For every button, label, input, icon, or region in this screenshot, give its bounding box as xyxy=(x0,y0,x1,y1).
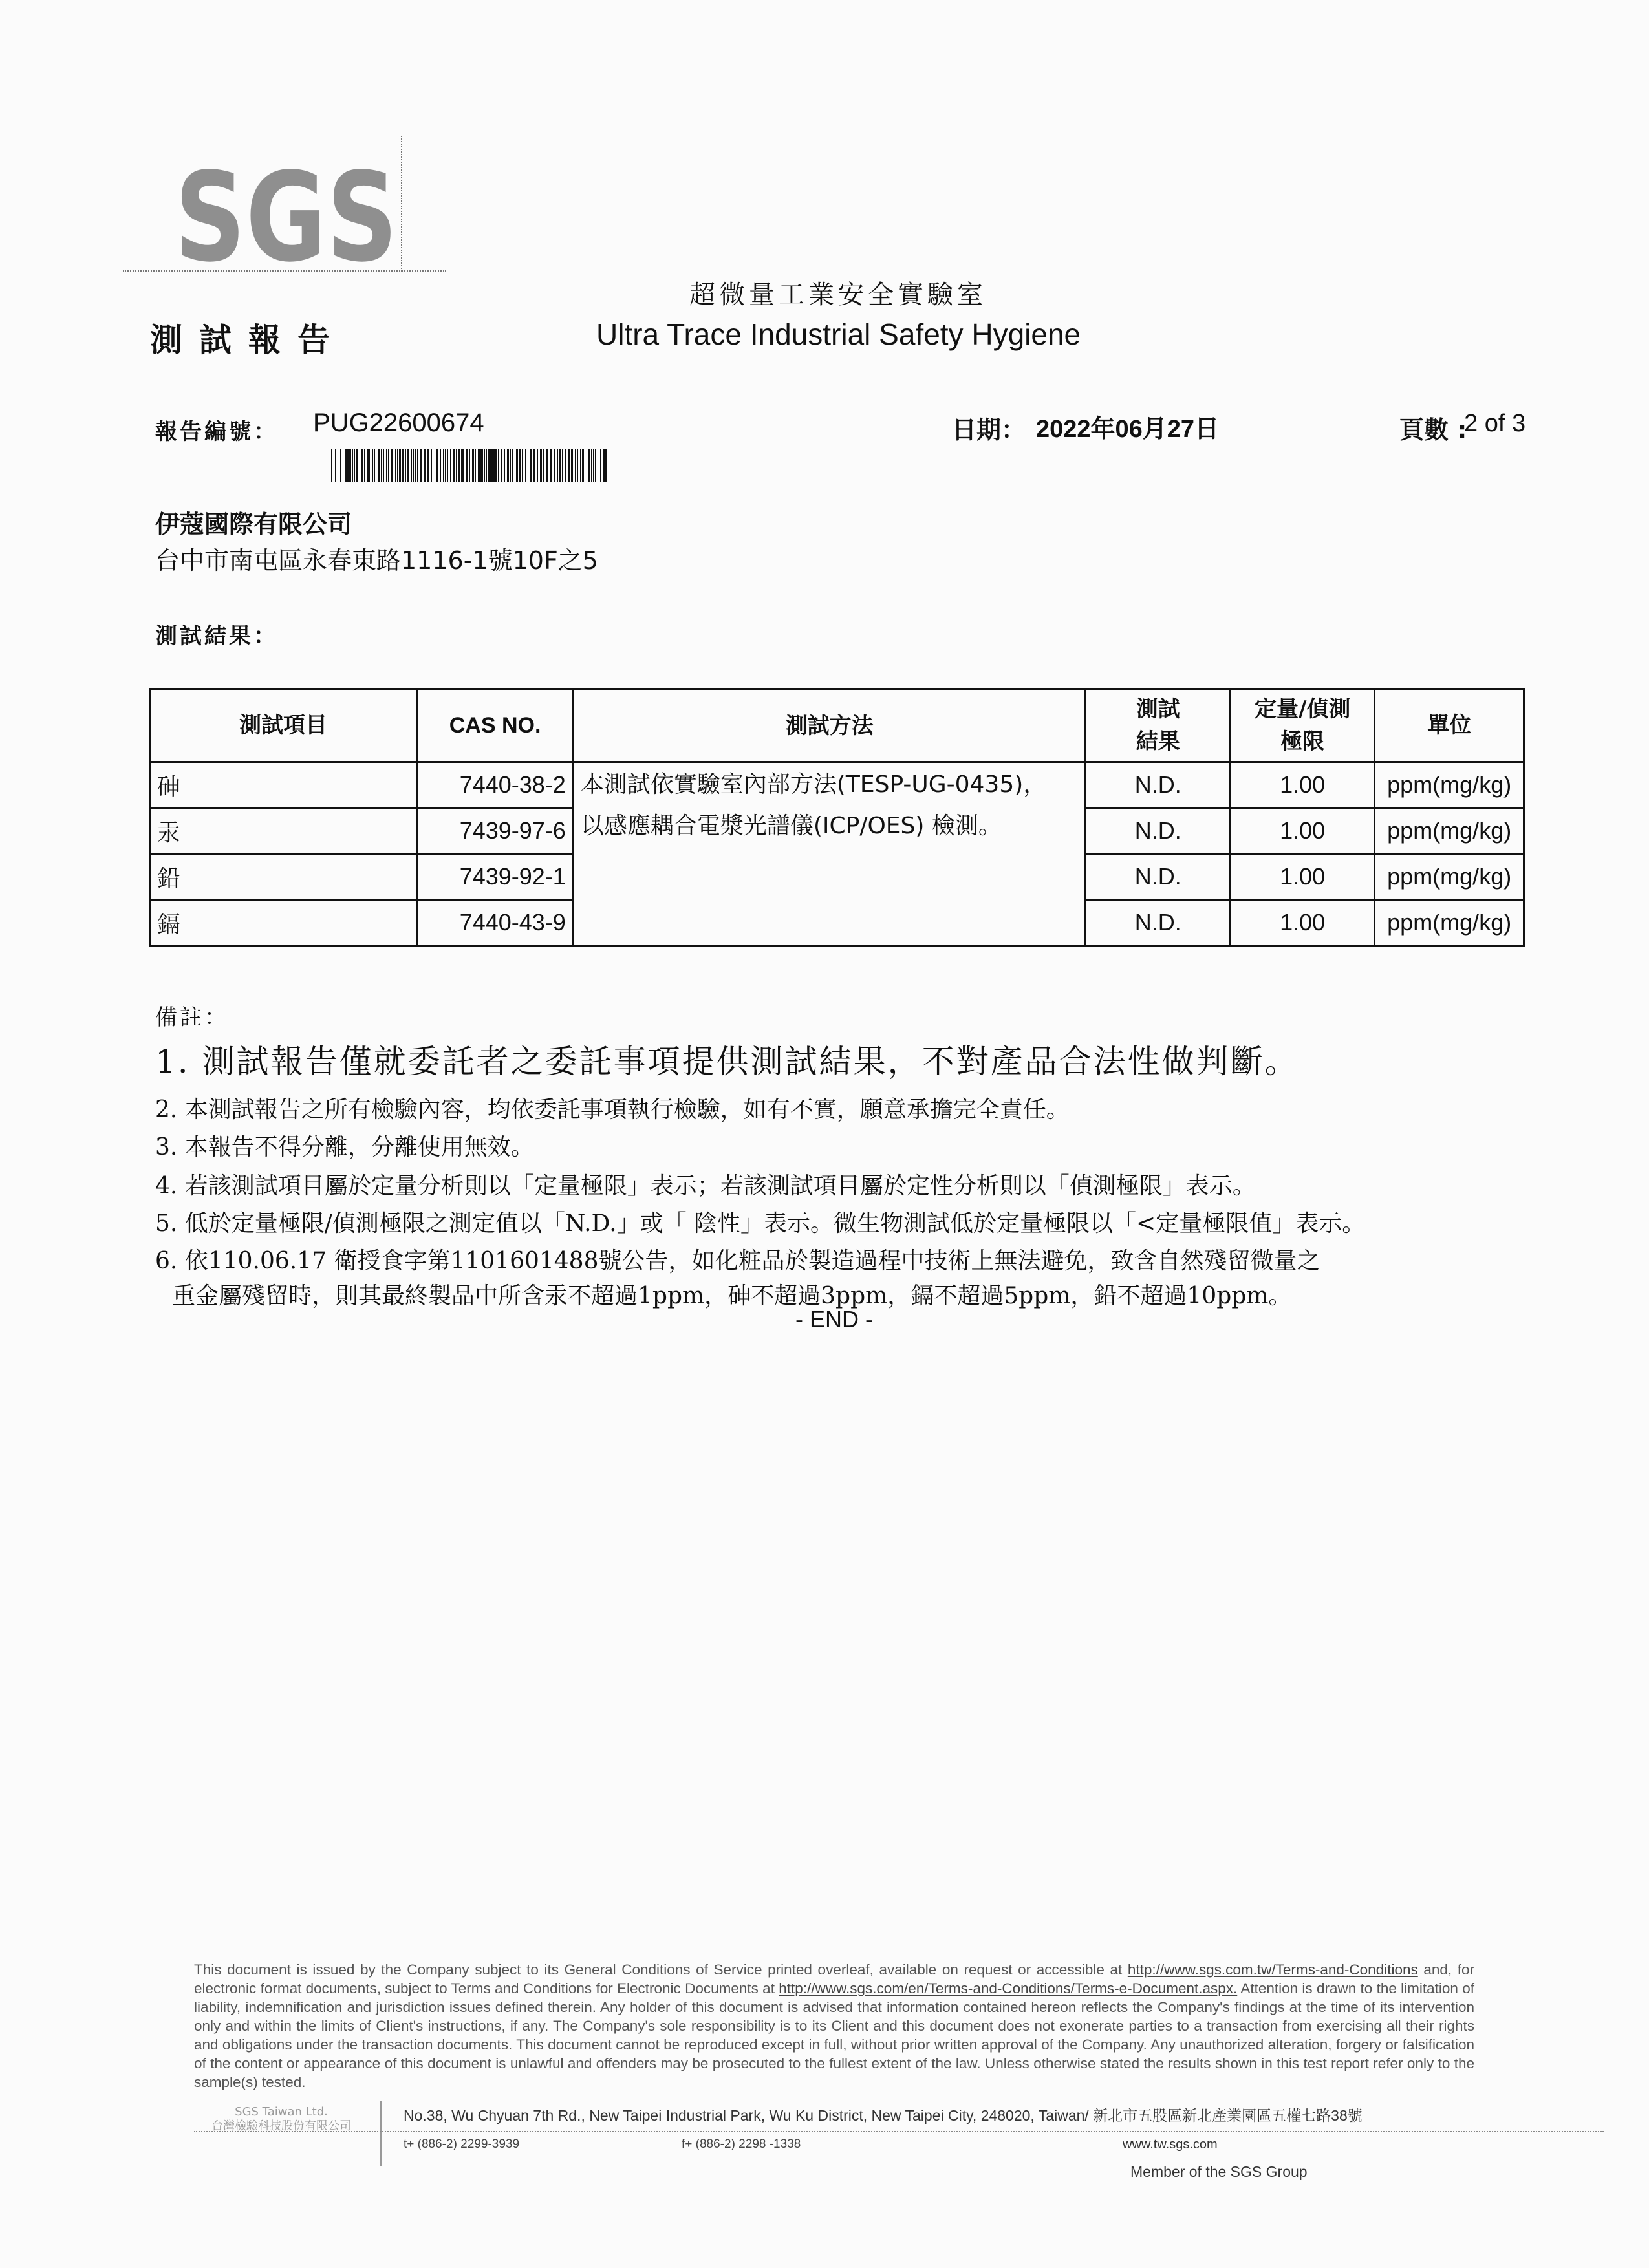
barcode-bar xyxy=(397,449,398,482)
barcode-bar xyxy=(550,449,552,482)
barcode-bar xyxy=(381,449,382,482)
barcode-bar xyxy=(461,449,462,482)
results-table xyxy=(149,688,1525,947)
barcode-bar xyxy=(431,449,432,482)
barcode-graphic xyxy=(331,449,610,482)
cell-limit: 1.00 xyxy=(1230,854,1374,900)
barcode-bar xyxy=(407,449,409,482)
barcode-bar xyxy=(466,449,468,482)
barcode-bar xyxy=(345,449,347,482)
results-label: 測試結果： xyxy=(155,623,278,649)
cell-test-method xyxy=(573,762,1086,946)
footer-divider-vertical xyxy=(380,2101,382,2166)
cell-limit: 1.00 xyxy=(1230,900,1374,946)
barcode-bar xyxy=(582,449,584,482)
barcode-bar xyxy=(593,449,594,482)
footer-company-cn: 台灣檢驗科技股份有限公司 xyxy=(211,2119,351,2133)
barcode-bar xyxy=(473,449,474,482)
lab-name-en: Ultra Trace Industrial Safety Hygiene xyxy=(596,317,1081,351)
cell-cas-no: 7440-43-9 xyxy=(417,900,574,946)
barcode-bar xyxy=(335,449,336,482)
barcode-bar xyxy=(417,449,418,482)
barcode-bar xyxy=(475,449,476,482)
barcode-bar xyxy=(399,449,401,482)
barcode-bar xyxy=(356,449,358,482)
barcode-bar xyxy=(374,449,375,482)
cell-unit: ppm(mg/kg) xyxy=(1375,854,1524,900)
table-header-row xyxy=(150,689,1524,762)
barcode-bar xyxy=(530,449,532,482)
note-item: 1. 測試報告僅就委託者之委託事項提供測試結果，不對產品合法性做判斷。 xyxy=(155,1043,1299,1080)
barcode-bar xyxy=(386,449,387,482)
notes-label: 備註： xyxy=(155,1005,229,1031)
barcode-bar xyxy=(493,449,495,482)
legal-disclaimer xyxy=(194,1960,1474,2091)
barcode-bar xyxy=(575,449,576,482)
barcode-bar xyxy=(413,449,414,482)
barcode-bar xyxy=(568,449,570,482)
barcode-bar xyxy=(559,449,561,482)
barcode-bar xyxy=(600,449,601,482)
cell-limit: 1.00 xyxy=(1230,762,1374,808)
barcode-bar xyxy=(420,449,422,482)
barcode-bar xyxy=(469,449,470,482)
disclaimer-text-3: Attention is drawn to the limitation of liability, indemnification and jurisdiction issues defined therein. Any holder of this document is advised that information contained hereon reflects the Company's findings at the time of its intervention only and within the limits of Client's instructions, if any. The Company's sole responsibility is to its Client and this document does not exonerate parties to a transaction from exercising all their rights and obligations under the transaction documents. This document cannot be reproduced except in full, without prior written approval of the Company. Any unauthorized alteration, forgery or falsification of the content or appearance of this document is unlawful and offenders may be prosecuted to the fullest extent of the law. Unless otherwise stated the results shown in this test report refer only to the sample(s) tested. xyxy=(194,1980,1475,2090)
barcode-bar xyxy=(447,449,448,482)
barcode-bar xyxy=(378,449,380,482)
barcode-bar xyxy=(436,449,438,482)
barcode-bar xyxy=(369,449,370,482)
barcode-bar xyxy=(445,449,446,482)
terms-link-2[interactable]: http://www.sgs.com/en/Terms-and-Conditions/Terms-e-Document.aspx. xyxy=(779,1980,1238,1996)
cell-test-result: N.D. xyxy=(1086,900,1230,946)
page-count-label: 頁數 : xyxy=(1399,416,1467,444)
barcode-bar xyxy=(364,449,365,482)
barcode-bar xyxy=(388,449,389,482)
footer-divider xyxy=(194,2131,1604,2132)
note-item-continuation: 重金屬殘留時，則其最終製品中所含汞不超過1ppm，砷不超過3ppm，鎘不超過5ppm，鉛不超過10ppm。 xyxy=(172,1283,1292,1309)
barcode-bar xyxy=(562,449,563,482)
barcode-bar xyxy=(510,449,511,482)
barcode-bar xyxy=(456,449,457,482)
barcode-bar xyxy=(347,449,349,482)
barcode-bar xyxy=(533,449,535,482)
cell-test-result: N.D. xyxy=(1086,762,1230,808)
barcode-bar xyxy=(580,449,581,482)
note-item: 5. 低於定量極限/偵測極限之測定值以「N.D.」或「 陰性」表示。微生物測試低於定量極限以「<定量極限值」表示。 xyxy=(155,1210,1366,1237)
header-test-result-line-1: 測試 xyxy=(1136,696,1180,722)
footer-fax: f+ (886-2) 2298 -1338 xyxy=(682,2137,801,2151)
barcode-bar xyxy=(405,449,406,482)
barcode-bar xyxy=(331,449,332,482)
barcode-bar xyxy=(605,449,607,482)
barcode-bar xyxy=(512,449,513,482)
barcode-bar xyxy=(354,449,355,482)
barcode-bar xyxy=(537,449,538,482)
disclaimer-text-1: This document is issued by the Company subject to its General Conditions of Service printed overleaf, available on request or accessible at xyxy=(194,1962,1128,1978)
barcode-bar xyxy=(546,449,548,482)
lab-name-cn: 超微量工業安全實驗室 xyxy=(689,280,987,310)
footer-address: No.38, Wu Chyuan 7th Rd., New Taipei Industrial Park, Wu Ku District, New Taipei City, 248020, Taiwan/ 新北市五股區新北產業園區五權七路38號 xyxy=(404,2107,1363,2124)
barcode-bar xyxy=(484,449,485,482)
barcode-bar xyxy=(478,449,480,482)
cell-test-item: 汞 xyxy=(150,808,417,854)
barcode-bar xyxy=(402,449,404,482)
table-row xyxy=(150,762,1524,808)
barcode-bar xyxy=(525,449,526,482)
cell-test-result: N.D. xyxy=(1086,854,1230,900)
barcode-bar xyxy=(603,449,605,482)
barcode-bar xyxy=(543,449,544,482)
method-text-line-2: 以感應耦合電漿光譜儀(ICP/OES) 檢測。 xyxy=(580,813,1002,839)
barcode-bar xyxy=(507,449,509,482)
cell-unit: ppm(mg/kg) xyxy=(1375,808,1524,854)
barcode-bar xyxy=(588,449,590,482)
barcode-bar xyxy=(372,449,373,482)
barcode-bar xyxy=(498,449,499,482)
barcode-bar xyxy=(424,449,426,482)
header-test-method: 測試方法 xyxy=(573,689,1086,762)
header-cas-no: CAS NO. xyxy=(417,689,574,762)
barcode-bar xyxy=(453,449,455,482)
barcode-bar xyxy=(577,449,578,482)
barcode-bar xyxy=(504,449,505,482)
note-item: 2. 本測試報告之所有檢驗內容，均依委託事項執行檢驗，如有不實，願意承擔完全責任。 xyxy=(155,1097,1070,1123)
barcode-bar xyxy=(540,449,542,482)
barcode-bar xyxy=(395,449,396,482)
barcode xyxy=(331,449,610,482)
barcode-bar xyxy=(488,449,490,482)
barcode-bar xyxy=(450,449,451,482)
barcode-bar xyxy=(517,449,518,482)
header-limit xyxy=(1230,689,1374,762)
barcode-bar xyxy=(462,449,464,482)
barcode-bar xyxy=(361,449,363,482)
client-name: 伊蔻國際有限公司 xyxy=(155,510,352,539)
barcode-bar xyxy=(495,449,497,482)
barcode-bar xyxy=(557,449,558,482)
barcode-bar xyxy=(458,449,460,482)
cell-cas-no: 7440-38-2 xyxy=(417,762,574,808)
barcode-bar xyxy=(516,449,517,482)
cell-test-item: 鉛 xyxy=(150,854,417,900)
report-number-label: 報告編號： xyxy=(155,419,278,445)
date-label: 日期： xyxy=(952,416,1026,444)
report-title: 測試報告 xyxy=(150,321,347,359)
page-count: 2 of 3 xyxy=(1464,410,1526,437)
barcode-bar xyxy=(443,449,444,482)
footer-member: Member of the SGS Group xyxy=(1130,2163,1308,2180)
cell-cas-no: 7439-97-6 xyxy=(417,808,574,854)
barcode-bar xyxy=(367,449,369,482)
sgs-logo-graphic xyxy=(175,146,407,289)
cell-unit: ppm(mg/kg) xyxy=(1375,762,1524,808)
cell-unit: ppm(mg/kg) xyxy=(1375,900,1524,946)
end-marker: - END - xyxy=(795,1306,873,1332)
barcode-bar xyxy=(411,449,412,482)
cell-test-item: 鎘 xyxy=(150,900,417,946)
header-test-item: 測試項目 xyxy=(150,689,417,762)
barcode-bar xyxy=(571,449,573,482)
cell-cas-no: 7439-92-1 xyxy=(417,854,574,900)
note-item: 6. 依110.06.17 衛授食字第1101601488號公告，如化粧品於製造過程中技術上無法避免，致含自然殘留微量之 xyxy=(155,1248,1320,1274)
barcode-bar xyxy=(440,449,441,482)
client-address: 台中市南屯區永春東路1116-1號10F之5 xyxy=(155,546,598,575)
barcode-bar xyxy=(595,449,596,482)
cell-test-item: 砷 xyxy=(150,762,417,808)
barcode-bar xyxy=(427,449,429,482)
barcode-bar xyxy=(349,449,351,482)
header-limit-line-2: 極限 xyxy=(1280,729,1325,754)
barcode-bar xyxy=(340,449,341,482)
footer-phone: t+ (886-2) 2299-3939 xyxy=(404,2137,520,2151)
header-unit: 單位 xyxy=(1375,689,1524,762)
barcode-bar xyxy=(391,449,393,482)
barcode-bar xyxy=(501,449,502,482)
barcode-bar xyxy=(554,449,555,482)
barcode-bar xyxy=(482,449,483,482)
barcode-bar xyxy=(565,449,566,482)
footer-website[interactable]: www.tw.sgs.com xyxy=(1123,2137,1218,2152)
method-text-line-1: 本測試依實驗室內部方法(TESP-UG-0435)， xyxy=(580,771,1047,798)
header-test-result-line-2: 結果 xyxy=(1136,729,1180,754)
barcode-bar xyxy=(490,449,491,482)
header-limit-line-1: 定量/偵測 xyxy=(1254,696,1351,722)
barcode-bar xyxy=(591,449,592,482)
logo-rule-horizontal xyxy=(123,270,446,272)
barcode-bar xyxy=(522,449,523,482)
cell-limit: 1.00 xyxy=(1230,808,1374,854)
note-item: 3. 本報告不得分離，分離使用無效。 xyxy=(155,1134,534,1161)
barcode-bar xyxy=(415,449,416,482)
header-test-result xyxy=(1086,689,1230,762)
terms-link-1[interactable]: http://www.sgs.com.tw/Terms-and-Conditions xyxy=(1127,1962,1418,1978)
report-number: PUG22600674 xyxy=(313,409,484,437)
sgs-logo xyxy=(175,146,407,289)
disclaimer-text-2: and, for electronic format documents, subject to Terms and Conditions for Electronic Documents at xyxy=(194,1962,1474,1996)
report-date: 2022年06月27日 xyxy=(1036,416,1220,443)
barcode-bar xyxy=(486,449,487,482)
barcode-bar xyxy=(383,449,384,482)
barcode-bar xyxy=(480,449,482,482)
barcode-bar xyxy=(472,449,473,482)
footer-company-en: SGS Taiwan Ltd. xyxy=(235,2105,328,2119)
sgs-logo-text: SGS xyxy=(175,146,398,289)
barcode-bar xyxy=(519,449,521,482)
logo-rule-vertical xyxy=(401,136,402,272)
barcode-bar xyxy=(491,449,493,482)
note-item: 4. 若該測試項目屬於定量分析則以「定量極限」表示；若該測試項目屬於定性分析則以「偵測極限」表示。 xyxy=(155,1173,1256,1199)
barcode-bar xyxy=(352,449,353,482)
footer-company xyxy=(194,2105,369,2134)
cell-test-result: N.D. xyxy=(1086,808,1230,854)
